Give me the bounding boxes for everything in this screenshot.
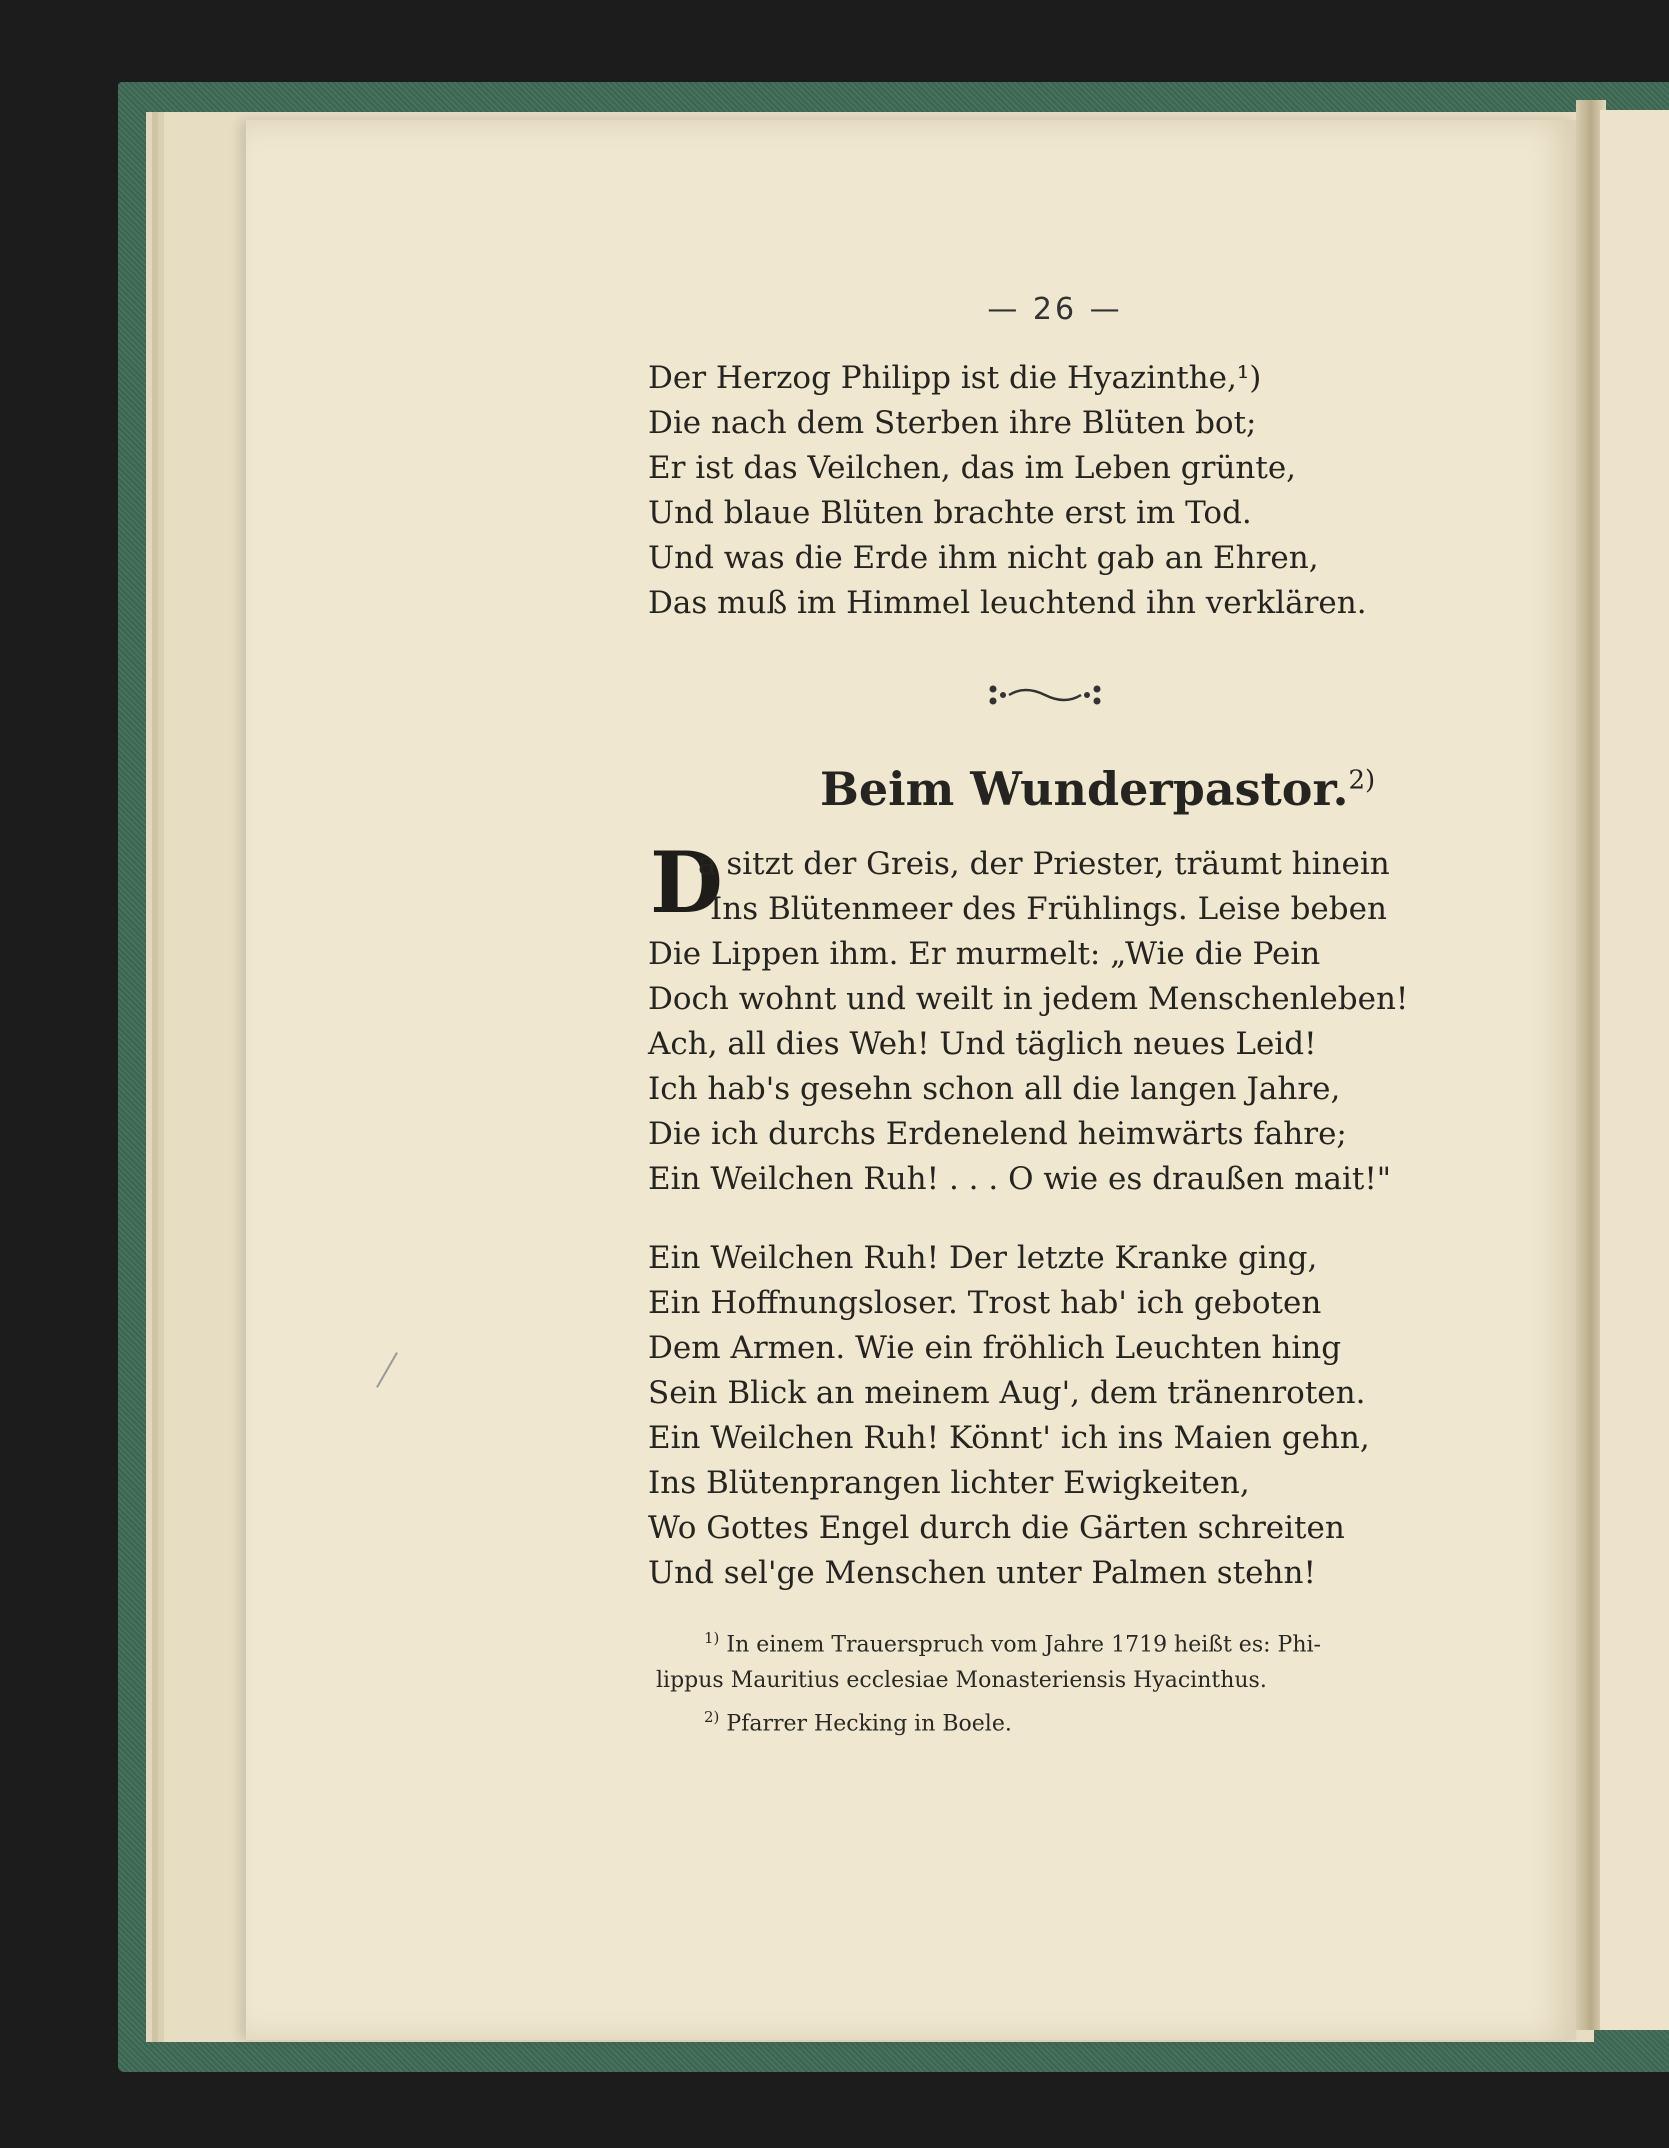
footnote-1-continued: lippus Mauritius ecclesiae Monasteriensis Hyacinthus.	[656, 1668, 1267, 1694]
stanza-line: Ein Weilchen Ruh! . . . O wie es draußen mait!"	[648, 1161, 1392, 1197]
stanza-3	[648, 1236, 1370, 1596]
stanza-line: Die ich durchs Erdenelend heimwärts fahre;	[648, 1116, 1347, 1152]
stanza-line: Sein Blick an meinem Aug', dem tränenroten.	[648, 1375, 1366, 1411]
stanza-line: Er ist das Veilchen, das im Leben grünte,	[648, 450, 1297, 486]
stanza-line: Dem Armen. Wie ein fröhlich Leuchten hing	[648, 1330, 1342, 1366]
stanza-2-opening	[698, 842, 1390, 932]
stanza-line: Die Lippen ihm. Er murmelt: „Wie die Pein	[648, 936, 1321, 972]
footnotes	[656, 1620, 1416, 1743]
stanza-line: Wo Gottes Engel durch die Gärten schreiten	[648, 1510, 1345, 1546]
stanza-line: a sitzt der Greis, der Priester, träumt hinein	[698, 846, 1390, 882]
stanza-line: Und sel'ge Menschen unter Palmen stehn!	[648, 1555, 1316, 1591]
stanza-line: Das muß im Himmel leuchtend ihn verklären.	[648, 585, 1367, 621]
page-number: — 26 —	[987, 292, 1123, 327]
stanza-line: Und blaue Blüten brachte erst im Tod.	[648, 495, 1252, 531]
stanza-line: Die nach dem Sterben ihre Blüten bot;	[648, 405, 1257, 441]
footnote-text: In einem Trauerspruch vom Jahre 1719 heißt es: Phi-	[726, 1632, 1321, 1658]
stanza-1	[648, 356, 1367, 626]
title-footnote-mark: 2)	[1348, 765, 1376, 796]
stanza-line: Der Herzog Philipp ist die Hyazinthe,¹)	[648, 360, 1262, 396]
stanza-line: Ach, all dies Weh! Und täglich neues Leid!	[648, 1026, 1317, 1062]
footnote-2	[656, 1699, 1416, 1742]
footnote-1	[656, 1620, 1416, 1663]
footnote-text: Pfarrer Hecking in Boele.	[726, 1711, 1012, 1737]
poem-title	[820, 762, 1376, 816]
stanza-line: Ich hab's gesehn schon all die langen Jahre,	[648, 1071, 1341, 1107]
stanza-line: Ins Blütenmeer des Frühlings. Leise beben	[710, 891, 1387, 927]
stanza-2	[648, 932, 1408, 1202]
poem-title-text: Beim Wunderpastor.	[820, 762, 1349, 816]
stanza-line: Ein Hoffnungsloser. Trost hab' ich geboten	[648, 1285, 1322, 1321]
stanza-line: Ein Weilchen Ruh! Könnt' ich ins Maien gehn,	[648, 1420, 1370, 1456]
footnote-mark: 1)	[704, 1629, 720, 1647]
drop-cap: D	[650, 833, 723, 932]
footnote-mark: 2)	[704, 1708, 720, 1727]
stanza-line: Doch wohnt und weilt in jedem Menschenleben!	[648, 981, 1409, 1017]
stanza-line: Und was die Erde ihm nicht gab an Ehren,	[648, 540, 1319, 576]
stanza-line: Ins Blütenprangen lichter Ewigkeiten,	[648, 1465, 1250, 1501]
stanza-line: Ein Weilchen Ruh! Der letzte Kranke ging,	[648, 1240, 1318, 1276]
ornament-divider-icon	[985, 675, 1105, 715]
facing-page-edge	[1600, 110, 1669, 2030]
